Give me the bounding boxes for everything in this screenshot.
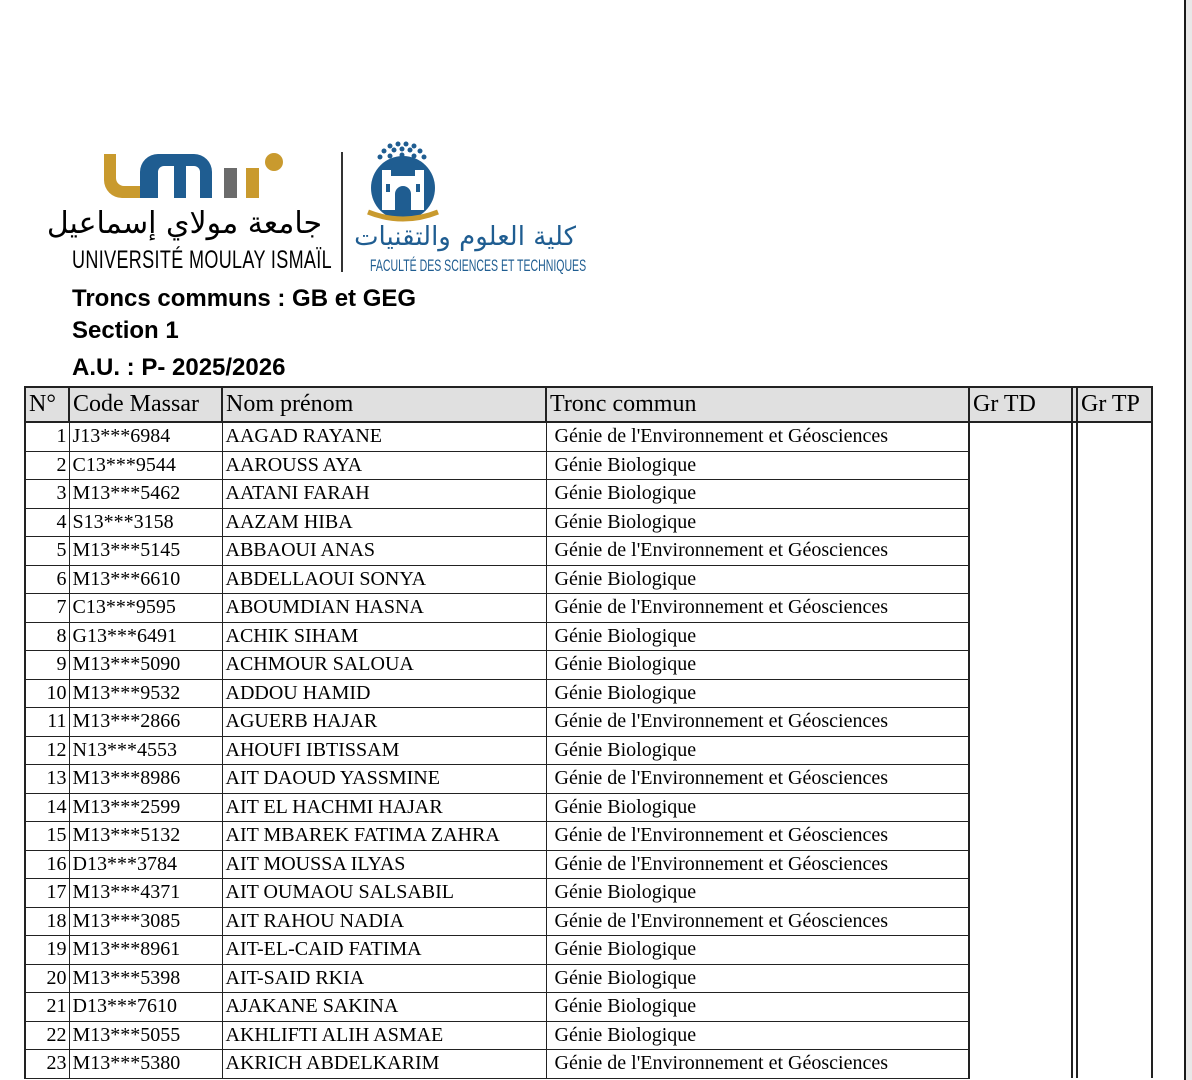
table-row [25,622,1152,651]
table-header-row [25,387,1152,422]
cell-gr-td-spacer [969,594,1072,623]
cell-code-massar: M13***5145 [69,537,222,566]
table-row [25,736,1152,765]
faculty-arabic-name: كلية العلوم والتقنيات [354,222,576,252]
cell-gr-td-spacer [969,964,1072,993]
cell-gr-tp [1077,936,1152,965]
cell-name: ADDOU HAMID [222,679,546,708]
cell-gr-tp [1077,850,1152,879]
column-header-number: N° [25,387,69,422]
cell-gr-tp [1077,565,1152,594]
cell-gr-td-spacer [969,422,1072,451]
cell-code-massar: M13***5462 [69,480,222,509]
cell-code-massar: M13***8986 [69,765,222,794]
table-row [25,850,1152,879]
cell-gr-td-spacer [969,793,1072,822]
cell-gr-td-spacer [969,1021,1072,1050]
cell-tronc-commun: Génie de l'Environnement et Géosciences [546,907,969,936]
cell-code-massar: G13***6491 [69,622,222,651]
cell-gr-tp [1077,1050,1152,1079]
section-label: Section 1 [72,317,179,344]
cell-name: AAGAD RAYANE [222,422,546,451]
cell-gr-td-spacer [969,537,1072,566]
column-header-gr-td: Gr TD [969,387,1072,422]
cell-number: 13 [25,765,69,794]
cell-tronc-commun: Génie Biologique [546,936,969,965]
cell-gr-td-spacer [969,822,1072,851]
cell-tronc-commun: Génie de l'Environnement et Géosciences [546,822,969,851]
cell-number: 10 [25,679,69,708]
cell-gr-tp [1077,822,1152,851]
cell-code-massar: J13***6984 [69,422,222,451]
cell-tronc-commun: Génie Biologique [546,651,969,680]
cell-number: 18 [25,907,69,936]
cell-tronc-commun: Génie Biologique [546,451,969,480]
cell-gr-tp [1077,765,1152,794]
cell-code-massar: M13***8961 [69,936,222,965]
cell-gr-td-spacer [969,622,1072,651]
table-row [25,1021,1152,1050]
table-row [25,480,1152,509]
table-row [25,708,1152,737]
cell-gr-tp [1077,508,1152,537]
cell-gr-td-spacer [969,651,1072,680]
university-arabic-name: جامعة مولاي إسماعيل [46,206,322,241]
cell-name: AIT EL HACHMI HAJAR [222,793,546,822]
academic-year: A.U. : P- 2025/2026 [72,354,286,381]
column-header-code-massar: Code Massar [69,387,222,422]
cell-name: AKRICH ABDELKARIM [222,1050,546,1079]
roster-body [25,422,1152,1078]
cell-number: 1 [25,422,69,451]
cell-number: 12 [25,736,69,765]
cell-number: 8 [25,622,69,651]
cell-tronc-commun: Génie Biologique [546,964,969,993]
cell-code-massar: M13***4371 [69,879,222,908]
page-edge-shadow [1186,0,1192,1080]
cell-tronc-commun: Génie de l'Environnement et Géosciences [546,422,969,451]
cell-number: 16 [25,850,69,879]
cell-gr-td-spacer [969,451,1072,480]
cell-gr-tp [1077,793,1152,822]
cell-code-massar: M13***5090 [69,651,222,680]
cell-name: ABBAOUI ANAS [222,537,546,566]
cell-tronc-commun: Génie de l'Environnement et Géosciences [546,594,969,623]
cell-name: AIT MBAREK FATIMA ZAHRA [222,822,546,851]
cell-gr-td-spacer [969,480,1072,509]
cell-tronc-commun: Génie de l'Environnement et Géosciences [546,537,969,566]
cell-gr-tp [1077,736,1152,765]
cell-gr-td-spacer [969,993,1072,1022]
cell-number: 5 [25,537,69,566]
cell-gr-tp [1077,679,1152,708]
cell-tronc-commun: Génie Biologique [546,879,969,908]
cell-name: AAROUSS AYA [222,451,546,480]
cell-number: 14 [25,793,69,822]
cell-number: 7 [25,594,69,623]
cell-code-massar: M13***5132 [69,822,222,851]
cell-gr-tp [1077,537,1152,566]
column-header-tronc-commun: Tronc commun [546,387,969,422]
cell-code-massar: M13***5055 [69,1021,222,1050]
cell-tronc-commun: Génie Biologique [546,993,969,1022]
cell-name: AIT RAHOU NADIA [222,907,546,936]
cell-gr-td-spacer [969,765,1072,794]
cell-name: ACHIK SIHAM [222,622,546,651]
cell-name: AATANI FARAH [222,480,546,509]
cell-name: AAZAM HIBA [222,508,546,537]
cell-name: AGUERB HAJAR [222,708,546,737]
cell-code-massar: D13***3784 [69,850,222,879]
cell-name: ABDELLAOUI SONYA [222,565,546,594]
table-row [25,508,1152,537]
cell-tronc-commun: Génie Biologique [546,565,969,594]
cell-name: ACHMOUR SALOUA [222,651,546,680]
cell-tronc-commun: Génie Biologique [546,622,969,651]
table-row [25,793,1152,822]
cell-number: 4 [25,508,69,537]
cell-code-massar: M13***2599 [69,793,222,822]
cell-tronc-commun: Génie Biologique [546,736,969,765]
column-header-gr-tp: Gr TP [1077,387,1152,422]
cell-tronc-commun: Génie de l'Environnement et Géosciences [546,1050,969,1079]
cell-tronc-commun: Génie Biologique [546,480,969,509]
table-row [25,822,1152,851]
cell-gr-tp [1077,480,1152,509]
faculty-latin-name: FACULTÉ DES SCIENCES ET TECHNIQUES [370,256,587,275]
cell-gr-tp [1077,622,1152,651]
cell-gr-tp [1077,964,1152,993]
cell-number: 23 [25,1050,69,1079]
table-row [25,936,1152,965]
cell-tronc-commun: Génie Biologique [546,679,969,708]
cell-tronc-commun: Génie de l'Environnement et Géosciences [546,765,969,794]
cell-gr-td-spacer [969,565,1072,594]
cell-number: 2 [25,451,69,480]
cell-tronc-commun: Génie Biologique [546,793,969,822]
cell-code-massar: M13***2866 [69,708,222,737]
table-row [25,537,1152,566]
umi-logo [100,150,290,202]
cell-number: 20 [25,964,69,993]
cell-gr-tp [1077,879,1152,908]
column-header-name: Nom prénom [222,387,546,422]
cell-number: 22 [25,1021,69,1050]
cell-gr-td-spacer [969,508,1072,537]
cell-code-massar: M13***5398 [69,964,222,993]
cell-gr-td-spacer [969,1050,1072,1079]
table-row [25,907,1152,936]
cell-tronc-commun: Génie Biologique [546,1021,969,1050]
cell-code-massar: C13***9544 [69,451,222,480]
cell-name: AIT-SAID RKIA [222,964,546,993]
cell-number: 3 [25,480,69,509]
table-row [25,451,1152,480]
document-title: Troncs communs : GB et GEG [72,285,417,312]
table-row [25,879,1152,908]
student-roster-table [24,386,1153,1079]
cell-code-massar: M13***3085 [69,907,222,936]
table-row [25,765,1152,794]
table-row [25,1050,1152,1079]
table-row [25,679,1152,708]
cell-gr-tp [1077,993,1152,1022]
cell-name: AIT DAOUD YASSMINE [222,765,546,794]
cell-name: AIT OUMAOU SALSABIL [222,879,546,908]
cell-code-massar: C13***9595 [69,594,222,623]
cell-gr-tp [1077,907,1152,936]
cell-gr-td-spacer [969,679,1072,708]
cell-tronc-commun: Génie de l'Environnement et Géosciences [546,708,969,737]
table-row [25,422,1152,451]
cell-gr-td-spacer [969,736,1072,765]
cell-number: 11 [25,708,69,737]
cell-number: 15 [25,822,69,851]
cell-code-massar: M13***9532 [69,679,222,708]
table-row [25,964,1152,993]
cell-gr-tp [1077,708,1152,737]
table-row [25,993,1152,1022]
cell-tronc-commun: Génie Biologique [546,508,969,537]
cell-gr-td-spacer [969,879,1072,908]
cell-number: 19 [25,936,69,965]
cell-name: AKHLIFTI ALIH ASMAE [222,1021,546,1050]
cell-number: 17 [25,879,69,908]
cell-code-massar: S13***3158 [69,508,222,537]
logo-divider [341,152,343,272]
cell-code-massar: M13***5380 [69,1050,222,1079]
cell-name: AIT-EL-CAID FATIMA [222,936,546,965]
cell-gr-tp [1077,651,1152,680]
cell-gr-tp [1077,594,1152,623]
cell-gr-td-spacer [969,850,1072,879]
cell-code-massar: N13***4553 [69,736,222,765]
cell-gr-tp [1077,422,1152,451]
table-row [25,565,1152,594]
faculty-emblem-icon [360,140,446,224]
table-row [25,594,1152,623]
cell-gr-td-spacer [969,907,1072,936]
cell-code-massar: M13***6610 [69,565,222,594]
cell-name: AIT MOUSSA ILYAS [222,850,546,879]
cell-name: AHOUFI IBTISSAM [222,736,546,765]
cell-name: ABOUMDIAN HASNA [222,594,546,623]
cell-number: 21 [25,993,69,1022]
cell-tronc-commun: Génie de l'Environnement et Géosciences [546,850,969,879]
table-row [25,651,1152,680]
cell-name: AJAKANE SAKINA [222,993,546,1022]
university-latin-name: UNIVERSITÉ MOULAY ISMAÏL [72,246,333,274]
cell-gr-td-spacer [969,708,1072,737]
cell-code-massar: D13***7610 [69,993,222,1022]
cell-number: 6 [25,565,69,594]
cell-number: 9 [25,651,69,680]
cell-gr-tp [1077,1021,1152,1050]
cell-gr-tp [1077,451,1152,480]
cell-gr-td-spacer [969,936,1072,965]
